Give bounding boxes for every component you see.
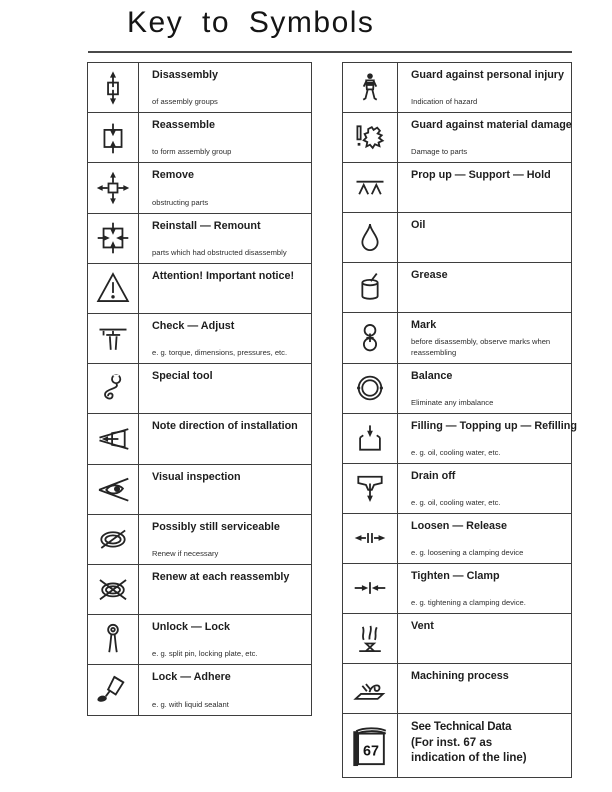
unlock-lock-icon [95, 622, 131, 658]
reinstall-icon [95, 220, 131, 256]
symbol-label: Visual inspection [152, 470, 241, 483]
oil-icon [352, 220, 388, 256]
reassemble-icon [95, 120, 131, 156]
symbol-row [343, 614, 571, 664]
symbol-text-cell [398, 664, 571, 713]
symbol-icon-cell [343, 714, 398, 777]
installation-direction-icon [95, 421, 131, 457]
symbol-label: Note direction of installation [152, 420, 298, 433]
disassembly-icon [95, 70, 131, 106]
loosen-release-icon [352, 520, 388, 556]
symbol-text-cell [139, 414, 311, 463]
symbol-sublabel: Renew if necessary [152, 548, 219, 558]
serviceable-icon [95, 521, 131, 557]
symbol-text-cell [139, 515, 311, 564]
symbol-row [343, 263, 571, 313]
symbol-icon-cell [343, 313, 398, 362]
symbol-sublabel: e. g. loosening a clamping device [411, 547, 524, 557]
symbol-row [343, 564, 571, 614]
symbol-text-cell [139, 264, 311, 313]
symbol-label: Mark [411, 319, 437, 332]
symbol-row [88, 565, 311, 615]
symbol-icon-cell [88, 665, 139, 715]
symbol-label: Disassembly [152, 69, 219, 81]
symbol-text-cell [398, 464, 571, 513]
symbol-label: Unlock — Lock [152, 621, 230, 634]
page-title: Key to Symbols [127, 6, 375, 39]
symbol-text-cell [398, 113, 571, 162]
symbol-row [88, 615, 311, 665]
symbol-label: Check — Adjust [152, 319, 235, 332]
symbols-column-left [87, 62, 312, 716]
symbol-label: Reassemble [152, 119, 216, 132]
drain-off-icon [352, 470, 388, 506]
technical-data-icon [349, 724, 391, 768]
symbol-icon-cell [88, 314, 139, 363]
symbol-text-cell [139, 465, 311, 514]
symbol-icon-cell [343, 63, 398, 112]
symbol-label: Lock — Adhere [152, 671, 231, 684]
symbol-row [88, 63, 311, 113]
symbol-icon-cell [88, 515, 139, 564]
visual-inspection-icon [95, 471, 131, 507]
symbol-label: Grease [411, 269, 448, 282]
symbol-icon-cell [343, 364, 398, 413]
symbol-row [343, 714, 571, 777]
symbol-row [343, 364, 571, 414]
symbol-label: See Technical Data [411, 721, 512, 734]
material-damage-icon [352, 120, 388, 156]
symbol-row [88, 414, 311, 464]
symbol-sublabel: Indication of hazard [411, 97, 478, 107]
mark-icon [352, 320, 388, 356]
symbol-text-cell [139, 63, 311, 112]
symbol-label: Attention! Important notice! [152, 269, 295, 282]
symbol-label: Special tool [152, 370, 213, 383]
symbol-icon-cell [343, 213, 398, 262]
filling-icon [352, 420, 388, 456]
symbol-text-cell [139, 565, 311, 614]
symbol-row [343, 514, 571, 564]
symbol-text-cell [139, 214, 311, 263]
symbol-row [343, 664, 571, 714]
symbol-icon-cell [343, 614, 398, 663]
symbol-label: Filling — Topping up — Refilling [411, 419, 577, 432]
symbol-label: Machining process [411, 670, 509, 683]
symbol-text-cell [398, 63, 571, 112]
symbol-icon-cell [88, 465, 139, 514]
symbol-row [88, 163, 311, 213]
symbol-sublabel: e. g. oil, cooling water, etc. [411, 447, 501, 457]
svg-text:67: 67 [363, 743, 379, 760]
symbol-text-cell [139, 665, 311, 715]
symbol-row [88, 264, 311, 314]
symbol-text-cell [139, 163, 311, 212]
symbol-row [343, 163, 571, 213]
symbol-text-cell [398, 163, 571, 212]
symbol-text-cell [398, 213, 571, 262]
symbol-sublabel: of assembly groups [152, 97, 218, 107]
symbol-sublabel: Eliminate any imbalance [411, 397, 494, 407]
symbol-text-cell [139, 615, 311, 664]
symbol-icon-cell [343, 514, 398, 563]
symbol-icon-cell [88, 214, 139, 263]
symbol-row [88, 364, 311, 414]
symbol-icon-cell [88, 264, 139, 313]
symbol-icon-cell [343, 664, 398, 713]
symbol-sublabel: e. g. torque, dimensions, pressures, etc. [152, 348, 288, 358]
symbol-row [88, 515, 311, 565]
symbol-label: Loosen — Release [411, 519, 508, 532]
symbol-icon-cell [88, 163, 139, 212]
symbol-row [88, 113, 311, 163]
symbol-text-cell [139, 314, 311, 363]
symbol-icon-cell [343, 564, 398, 613]
symbol-sublabel: e. g. split pin, locking plate, etc. [152, 649, 258, 659]
symbol-text-cell [398, 263, 571, 312]
grease-icon [352, 270, 388, 306]
symbol-sublabel: to form assembly group [152, 147, 232, 157]
balance-icon [352, 370, 388, 406]
symbol-row [343, 213, 571, 263]
symbol-label: Vent [411, 620, 434, 633]
symbol-text-cell [398, 514, 571, 563]
symbol-label: Renew at each reassembly [152, 570, 290, 583]
symbol-sublabel: (For inst. 67 as indication of the line) [411, 736, 527, 764]
symbol-label: Balance [411, 369, 453, 382]
symbol-sublabel: e. g. tightening a clamping device. [411, 598, 526, 608]
symbol-text-cell [398, 414, 577, 463]
symbol-icon-cell [343, 414, 398, 463]
symbol-sublabel: e. g. oil, cooling water, etc. [411, 497, 501, 507]
vent-icon [352, 621, 388, 657]
symbol-icon-cell [88, 414, 139, 463]
symbol-icon-cell [88, 565, 139, 614]
symbol-label: Prop up — Support — Hold [411, 169, 551, 182]
machining-icon [352, 671, 388, 707]
check-adjust-icon [95, 321, 131, 357]
symbol-text-cell [398, 364, 571, 413]
symbol-row [88, 314, 311, 364]
symbols-column-right [342, 62, 577, 778]
prop-up-icon [352, 170, 388, 206]
symbol-icon-cell [88, 63, 139, 112]
symbol-icon-cell [343, 163, 398, 212]
symbol-icon-cell [343, 263, 398, 312]
symbol-label: Possibly still serviceable [152, 520, 280, 533]
symbol-label: Reinstall — Remount [152, 219, 261, 232]
special-tool-icon [95, 371, 131, 407]
symbol-icon-cell [343, 464, 398, 513]
symbol-text-cell [139, 364, 311, 413]
symbol-sublabel: before disassembly, observe marks when reassembling [411, 336, 551, 357]
attention-icon [95, 270, 131, 306]
personal-injury-icon [352, 70, 388, 106]
symbol-icon-cell [88, 113, 139, 162]
symbol-label: Drain off [411, 469, 456, 482]
symbol-row [88, 465, 311, 515]
symbol-row [88, 214, 311, 264]
lock-adhere-icon [95, 672, 131, 708]
renew-icon [95, 571, 131, 607]
symbol-icon-cell [88, 364, 139, 413]
symbol-text-cell [398, 564, 571, 613]
symbol-label: Guard against personal injury [411, 69, 564, 81]
title-rule [88, 51, 572, 53]
tighten-clamp-icon [352, 570, 388, 606]
symbol-sublabel: obstructing parts [152, 197, 209, 207]
symbol-label: Tighten — Clamp [411, 569, 500, 582]
symbol-label: Remove [152, 169, 195, 182]
symbol-row [343, 464, 571, 514]
symbol-text-cell [398, 313, 571, 362]
symbol-text-cell [398, 614, 571, 663]
symbol-row [88, 665, 311, 715]
symbol-sublabel: e. g. with liquid sealant [152, 700, 229, 710]
symbol-label: Oil [411, 219, 426, 232]
symbol-row [343, 313, 571, 363]
symbol-text-cell [398, 714, 571, 777]
symbol-label: Guard against material damage [411, 119, 572, 132]
symbol-row [343, 113, 571, 163]
remove-icon [95, 170, 131, 206]
symbol-sublabel: parts which had obstructed disassembly [152, 247, 287, 257]
symbol-text-cell [139, 113, 311, 162]
symbol-icon-cell [343, 113, 398, 162]
symbol-sublabel: Damage to parts [411, 147, 468, 157]
symbol-icon-cell [88, 615, 139, 664]
symbol-row [343, 63, 571, 113]
symbol-row [343, 414, 577, 464]
